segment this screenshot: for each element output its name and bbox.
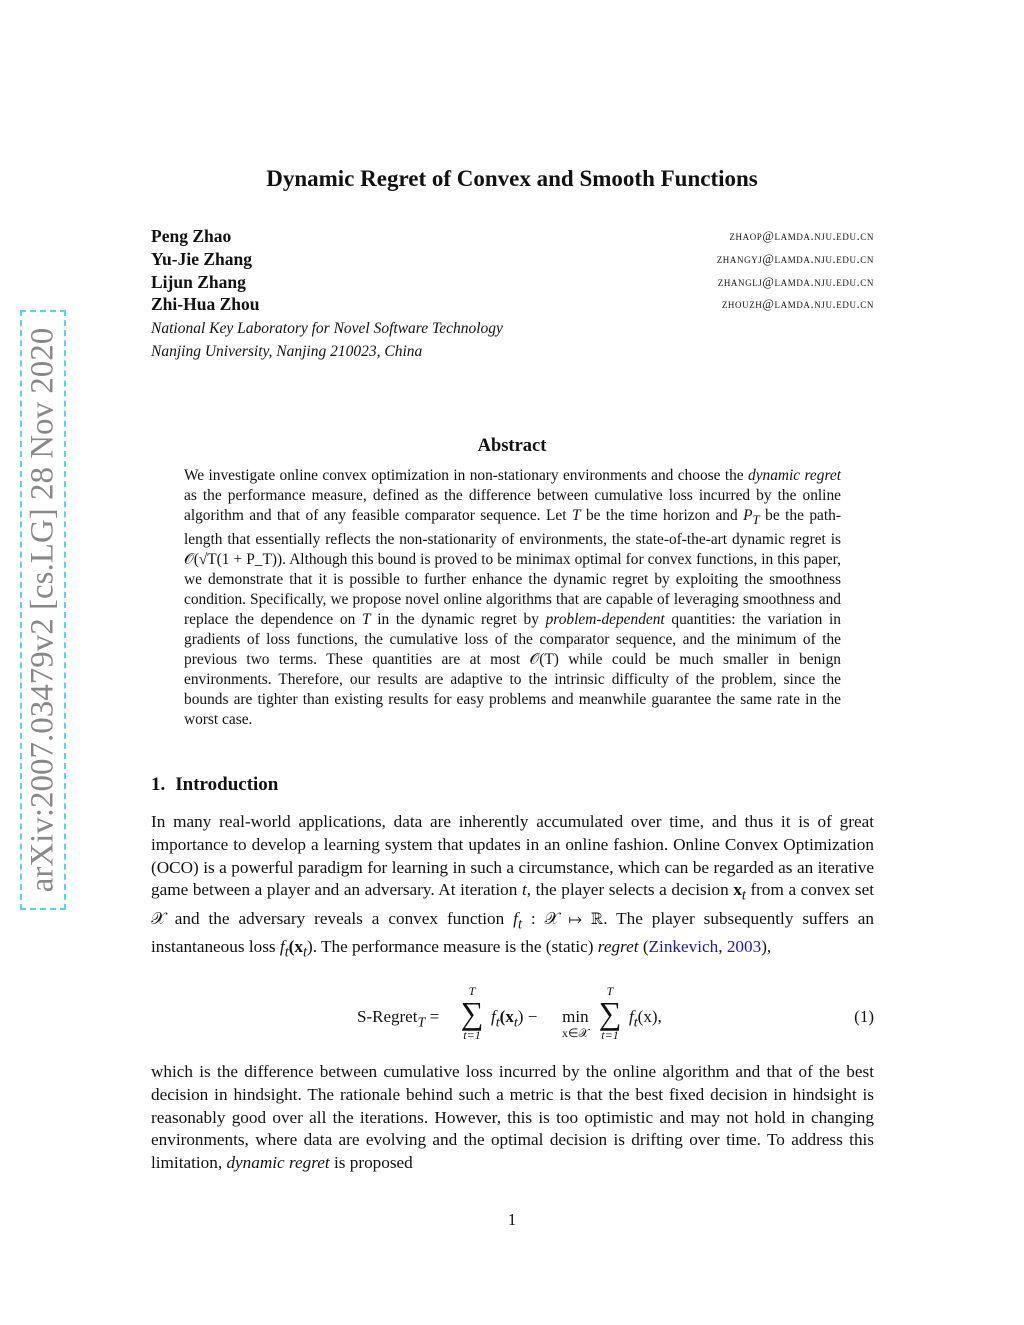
author-name: Yu-Jie Zhang	[151, 248, 252, 269]
math-subscript: T	[417, 1014, 426, 1031]
math-variable: t	[521, 880, 527, 900]
equation-term	[491, 1007, 537, 1031]
body-text: (	[638, 936, 649, 956]
author-name: Zhi-Hua Zhou	[151, 294, 260, 315]
body-text: and the adversary reveals a convex function	[165, 908, 514, 928]
author-name: Lijun Zhang	[151, 271, 246, 292]
equation-text: =	[425, 1007, 440, 1026]
equation-text: S-Regret	[357, 1007, 418, 1026]
math-subscript: t	[633, 1014, 638, 1031]
arxiv-stamp-text: arXiv:2007.03479v2 [cs.LG] 28 Nov 2020	[24, 327, 61, 893]
intro-paragraph	[151, 811, 874, 964]
math-function: f	[491, 1007, 496, 1026]
author-row	[151, 226, 874, 249]
author-email[interactable]: zhaop@lamda.nju.edu.cn	[729, 229, 874, 243]
author-row	[151, 249, 874, 272]
section-heading	[151, 774, 278, 796]
sum-lower-limit: t=1	[601, 1028, 619, 1042]
abstract-text: We investigate online convex optimization in non-stationary environments and choose the	[184, 467, 748, 484]
abstract-heading: Abstract	[477, 436, 547, 456]
body-text: In many real-world applications, data are inherently accumulated over time, and thus it is of great importance to develop a learning system that updates in an online fashion. Online Convex Optimization (OCO) is a powerful paradigm for learning in such a circumstance, which can be regarded as an iterative game between a player and an adversary. At iteration	[151, 812, 874, 900]
body-text: : 𝒳 ↦ ℝ. The player subsequently suffers an instantaneous loss	[151, 908, 874, 956]
sigma-glyph: ∑	[460, 995, 484, 1031]
arxiv-stamp[interactable]	[20, 310, 66, 910]
abstract-text: as the performance measure, defined as the difference between cumulative loss incurred by the online algorithm and that of any feasible comparator sequence. Let	[184, 487, 841, 524]
math-function: f	[513, 908, 518, 928]
sum-upper-limit: T	[468, 984, 476, 998]
abstract-text: while could be much smaller in benign environments. Therefore, our results are adaptive to the intrinsic difficulty of the problem, since the bounds are tighter than existing results for easy problems and meanwhile guarantee the same rate in the worst case.	[184, 651, 841, 729]
math-subscript: t	[284, 944, 289, 961]
affiliation-line: Nanjing University, Nanjing 210023, China	[151, 343, 423, 361]
body-emphasis: dynamic regret	[226, 1153, 330, 1173]
sum-symbol	[595, 985, 625, 1042]
intro-paragraph	[151, 1061, 874, 1175]
math-subscript: t	[517, 916, 522, 933]
math-vector: (x	[499, 1007, 514, 1026]
abstract-text: in the dynamic regret by	[370, 611, 546, 629]
math-variable: P	[743, 507, 753, 524]
math-subscript: t	[741, 887, 746, 904]
body-text: ),	[761, 936, 772, 956]
author-email[interactable]: zhangyj@lamda.nju.edu.cn	[716, 251, 874, 266]
abstract-text: be the path-length that essentially reflects the non-stationarity of environments, the state-of-the-art dynamic regret is	[184, 507, 841, 549]
sum-symbol	[457, 985, 487, 1042]
math-subscript: T	[752, 513, 760, 528]
math-bound: 𝒪(√T(1 + P_T))	[184, 551, 283, 569]
abstract-text: quantities: the variation in gradients of loss functions, the cumulative loss of the comparator sequence, and the minimum of the previous two terms. These quantities are at most	[184, 611, 842, 669]
math-variable: T	[361, 611, 371, 629]
author-email[interactable]: zhanglj@lamda.nju.edu.cn	[717, 274, 874, 289]
body-emphasis: regret	[597, 936, 639, 956]
section-title: Introduction	[175, 774, 279, 795]
equation-1	[151, 985, 874, 1050]
math-subscript: t	[513, 1014, 518, 1031]
equation-text: (x),	[637, 1007, 662, 1026]
math-variable: T	[571, 507, 581, 524]
affiliation-line: National Key Laboratory for Novel Software Technology	[151, 320, 503, 338]
author-row	[151, 272, 874, 295]
math-function: f	[279, 936, 285, 956]
abstract-paragraph	[184, 466, 841, 730]
math-subscript: t	[495, 1014, 500, 1031]
equation-min	[562, 1007, 589, 1039]
min-operator: min	[562, 1007, 589, 1026]
abstract-emphasis: problem-dependent	[545, 611, 665, 629]
sum-lower-limit: t=1	[463, 1028, 481, 1042]
citation-link[interactable]: Zinkevich	[648, 936, 719, 956]
author-block	[151, 226, 874, 363]
author-name: Peng Zhao	[151, 226, 232, 246]
author-row	[151, 294, 874, 317]
abstract-text: be the time horizon and	[580, 507, 744, 524]
body-text: ,	[718, 936, 727, 956]
equation-number: (1)	[854, 1007, 874, 1026]
paper-title: Dynamic Regret of Convex and Smooth Functions	[266, 166, 758, 191]
body-text: . The performance measure is the (static)	[312, 936, 598, 956]
abstract-emphasis: dynamic regret	[748, 467, 841, 484]
body-text: , the player selects a decision	[526, 880, 734, 900]
min-subscript: x∈𝒳	[562, 1026, 589, 1040]
body-text: which is the difference between cumulative loss incurred by the online algorithm and that of the best decision in hindsight. The rationale behind such a metric is that the best fixed decision in hindsight is reasonably good over all the iterations. However, this is too optimistic and may not hold in changing environments, where data are evolving and the optimal decision is drifting over time. To address this limitation,	[151, 1062, 874, 1173]
abstract-body	[184, 466, 841, 730]
author-email[interactable]: zhouzh@lamda.nju.edu.cn	[721, 297, 874, 312]
math-function: f	[629, 1007, 634, 1026]
math-vector: x	[733, 880, 742, 900]
equation-term	[629, 1007, 662, 1031]
page-number: 1	[507, 1210, 517, 1229]
math-bound: 𝒪(T)	[529, 651, 559, 669]
body-text: from a convex set	[745, 880, 874, 900]
sigma-glyph: ∑	[598, 995, 622, 1031]
equation-lhs	[357, 1007, 439, 1031]
sum-upper-limit: T	[606, 984, 614, 998]
body-text: is proposed	[329, 1153, 413, 1173]
math-set: 𝒳	[151, 908, 166, 928]
equation-text: ) −	[517, 1007, 538, 1026]
abstract-text: . Although this bound is proved to be minimax optimal for convex functions, in this paper, we demonstrate that it is possible to further enhance the dynamic regret by exploiting the smoothness condition. Specifically, we propose novel online algorithms that are capable of leveraging smoothness and replace the dependence on	[184, 551, 841, 629]
section-number: 1.	[151, 774, 166, 795]
citation-link[interactable]: 2003	[726, 936, 762, 956]
math-subscript: t	[303, 944, 307, 961]
math-vector: (x	[288, 936, 303, 956]
math-paren: )	[306, 936, 313, 956]
